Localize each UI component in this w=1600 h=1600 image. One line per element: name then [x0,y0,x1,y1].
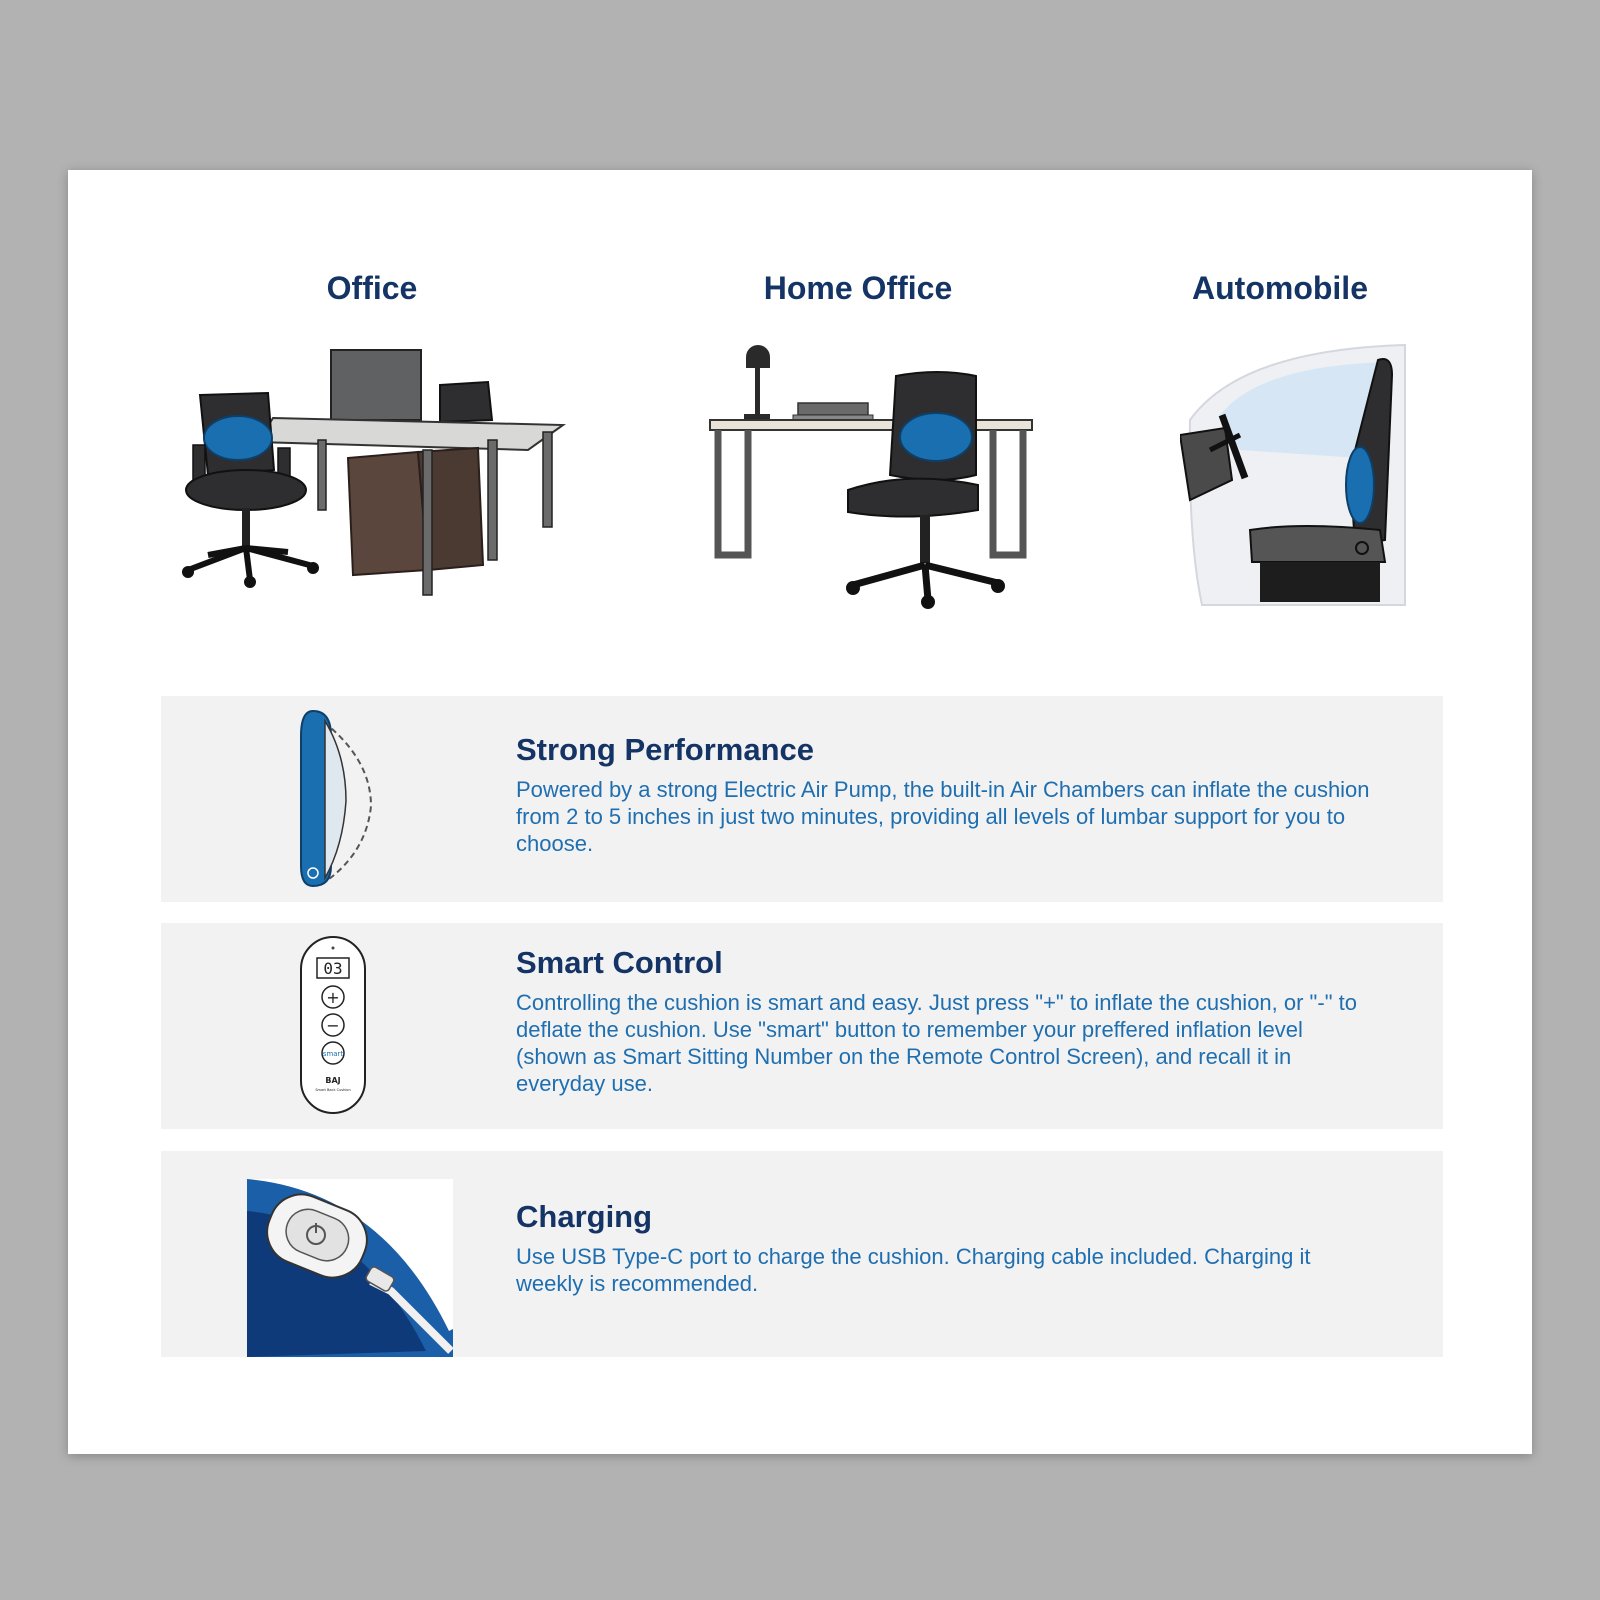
office-illustration [178,340,578,610]
feature-description: Use USB Type-C port to charge the cushion. Charging cable included. Charging it weekly is recommended. [516,1244,1311,1296]
feature-smart-control [161,923,1443,1129]
remote-smart-label: smart [322,1050,344,1058]
feature-description: Controlling the cushion is smart and easy. Just press "+" to inflate the cushion, or "-" to deflate the cushion. Use "smart" button to remember your preffered inflation level (shown as Smart Sitting Number on the Remote Control Screen), and recall it in everyday use. [516,990,1357,1096]
feature-title: Charging [516,1199,653,1234]
cushion-inflation-icon [201,696,501,902]
usage-title-automobile: Automobile [1192,270,1368,306]
feature-title: Smart Control [516,945,723,980]
remote-control-icon [201,923,501,1129]
feature-strong-performance [161,696,1443,902]
automobile-illustration [1180,340,1420,610]
remote-plus-label: + [326,988,340,1007]
feature-title: Strong Performance [516,732,815,767]
remote-minus-label: − [326,1016,340,1035]
remote-brand: BAJ [325,1076,341,1085]
feature-description: Powered by a strong Electric Air Pump, the built-in Air Chambers can inflate the cushion from 2 to 5 inches in just two minutes, providing all levels of lumbar support for you to choose. [516,777,1370,856]
product-sheet [68,170,1532,1454]
remote-subtitle: Smart Back Cushion [315,1088,351,1092]
usage-title-office: Office [326,270,418,306]
remote-display: 03 [323,959,343,978]
charging-port-icon [201,1151,501,1357]
usage-title-home-office: Home Office [763,270,953,306]
home-office-illustration [708,340,1038,610]
feature-charging [161,1151,1443,1357]
